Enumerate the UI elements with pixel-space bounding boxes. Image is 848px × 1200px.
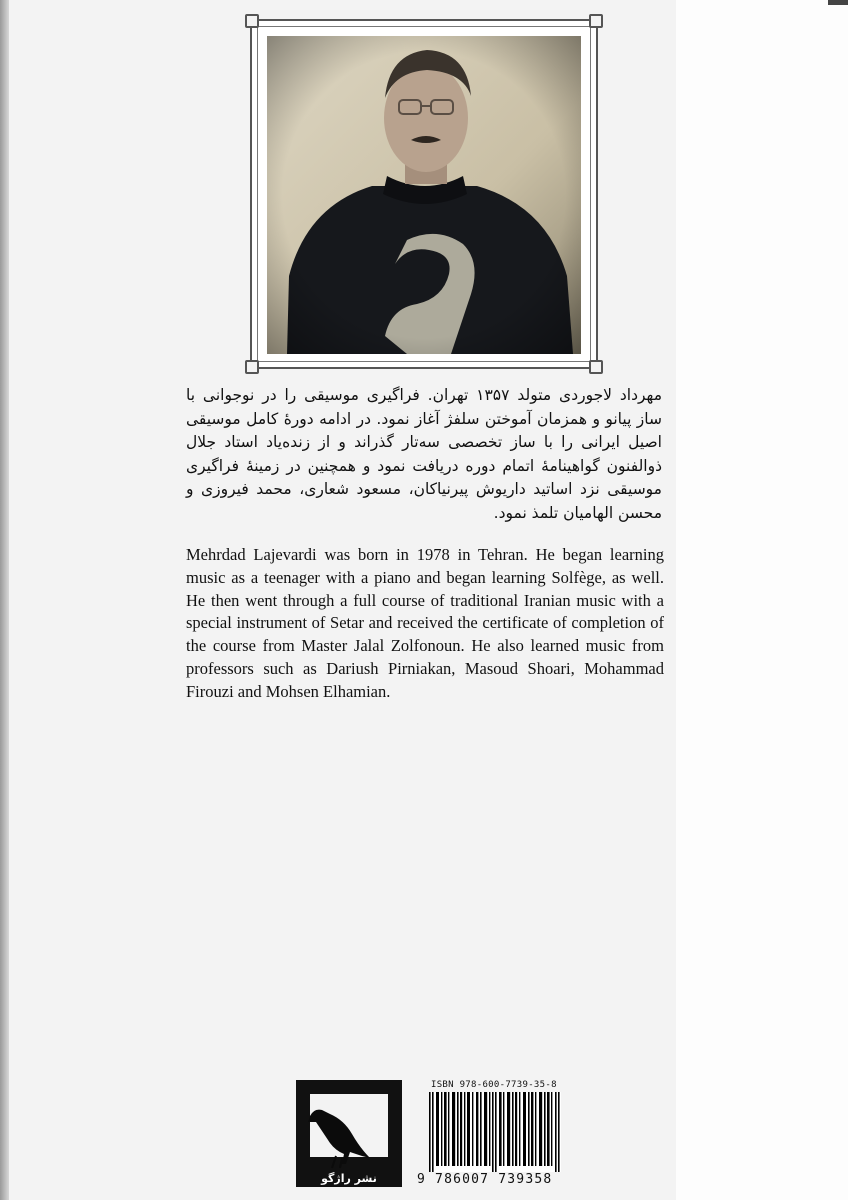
- photo-vignette: [267, 36, 581, 354]
- author-bio-persian: مهرداد لاجوردی متولد ۱۳۵۷ تهران. فراگیری موسیقی را در نوجوانی با ساز پیانو و همزمان آموختن سلفژ آغاز نمود. در ادامه دورهٔ کامل موسیقی اصیل ایرانی را با ساز تخصصی سه‌تار گذراند و از زنده‌یاد استاد جلال ذوالفنون گواهینامهٔ اتمام دوره دریافت نمود و همچنین در زمینهٔ فراگیری موسیقی نزد اساتید داریوش پیرنیاکان، مسعود شعاری، محمد فیروزی و محسن الهامیان تلمذ نمود.: [186, 386, 662, 522]
- barcode-digits: 9 786007 739358: [417, 1172, 553, 1187]
- isbn-label: ISBN 978-600-7739-35-8: [431, 1080, 557, 1090]
- barcode-bars: [429, 1092, 561, 1172]
- author-photo: [267, 36, 581, 354]
- frame-corner-ornament: [589, 14, 603, 28]
- author-bio-english: Mehrdad Lajevardi was born in 1978 in Tehran. He began learning music as a teenager with a piano and began learning Solfège, as well. He then went through a full course of traditional Iranian music with a special instrument of Setar and received the certificate of completion of the course from Master Jalal Zolfonoun. He also learned music from professors such as Dariush Pirniakan, Masoud Shoari, Mohammad Firouzi and Mohsen Elhamian.: [186, 545, 664, 701]
- frame-corner-ornament: [245, 14, 259, 28]
- author-photo-frame: [250, 19, 598, 369]
- crow-icon: [300, 1098, 378, 1178]
- frame-corner-ornament: [245, 360, 259, 374]
- scan-edge-left: [0, 0, 9, 1200]
- publisher-name: نشر راژگو: [321, 1172, 377, 1185]
- scan-corner-mark: [828, 0, 848, 5]
- isbn-barcode: [413, 1080, 563, 1188]
- frame-corner-ornament: [589, 360, 603, 374]
- scan-margin-right: [676, 0, 848, 1200]
